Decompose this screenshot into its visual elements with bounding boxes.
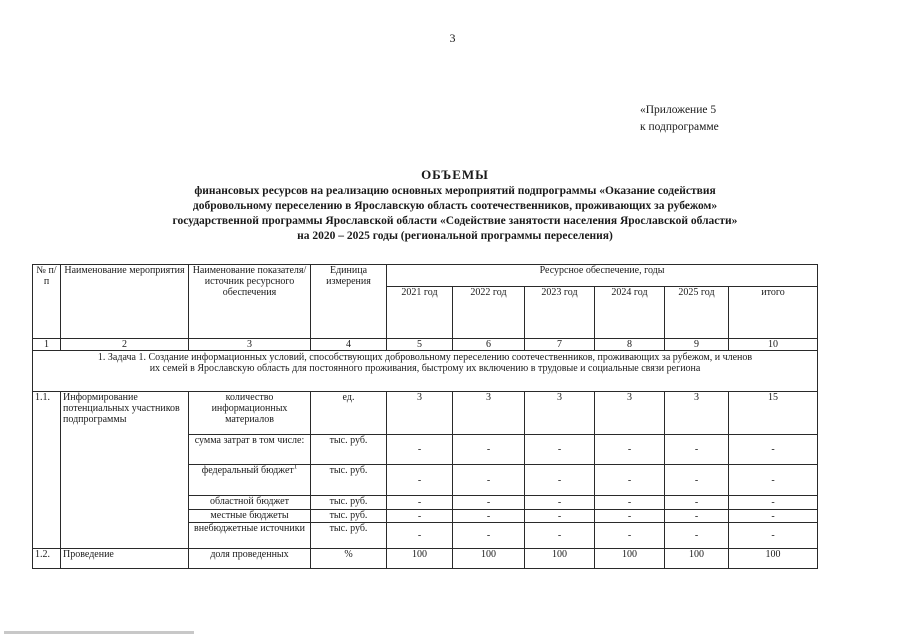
value: - (387, 510, 453, 523)
header-indicator: Наименование показателя/ источник ресурсного обеспечения (189, 265, 311, 339)
title-line-3: государственной программы Ярославской области «Содействие занятости населения Ярославской области» (172, 215, 738, 227)
value: 100 (595, 549, 665, 569)
column-number-row (33, 339, 818, 351)
value: - (595, 510, 665, 523)
value: - (453, 465, 525, 496)
item-name: Информирование потенциальных участников подпрограммы (61, 392, 189, 549)
col-number: 2 (61, 339, 189, 351)
item-num: 1.1. (33, 392, 61, 549)
unit: ед. (311, 392, 387, 435)
value: - (665, 435, 729, 465)
header-unit: Единица измерения (311, 265, 387, 339)
value: - (525, 523, 595, 549)
value: - (453, 510, 525, 523)
resources-table (32, 264, 818, 569)
appendix-line-1: «Приложение 5 (640, 104, 717, 116)
header-year-2024: 2024 год (595, 287, 665, 339)
header-name: Наименование мероприятия (61, 265, 189, 339)
value: - (665, 465, 729, 496)
unit: тыс. руб. (311, 523, 387, 549)
header-year-2021: 2021 год (387, 287, 453, 339)
item-num: 1.2. (33, 549, 61, 569)
scan-artifact (4, 631, 194, 634)
document-title (40, 166, 870, 244)
value: 100 (525, 549, 595, 569)
unit: тыс. руб. (311, 465, 387, 496)
title-line-2: добровольному переселению в Ярославскую область соотечественников, проживающих за рубежом» (192, 200, 718, 212)
value: - (595, 435, 665, 465)
value: 100 (729, 549, 818, 569)
col-number: 6 (453, 339, 525, 351)
value: 100 (453, 549, 525, 569)
col-number: 7 (525, 339, 595, 351)
appendix-note (640, 102, 719, 136)
unit: тыс. руб. (311, 496, 387, 510)
value: - (387, 435, 453, 465)
value: - (665, 510, 729, 523)
value: - (525, 465, 595, 496)
header-resource: Ресурсное обеспечение, годы (387, 265, 818, 287)
table-row (33, 549, 818, 569)
unit: тыс. руб. (311, 435, 387, 465)
value: 3 (595, 392, 665, 435)
col-number: 1 (33, 339, 61, 351)
value: - (729, 465, 818, 496)
table-row (33, 392, 818, 435)
task-row (33, 351, 818, 392)
indicator (189, 465, 311, 496)
value: - (525, 496, 595, 510)
value: - (595, 523, 665, 549)
value: - (525, 510, 595, 523)
value: 3 (525, 392, 595, 435)
header-year-2023: 2023 год (525, 287, 595, 339)
value: 15 (729, 392, 818, 435)
indicator: местные бюджеты (189, 510, 311, 523)
value: - (387, 465, 453, 496)
title-line-4: на 2020 – 2025 годы (региональной программы переселения) (297, 230, 613, 242)
value: - (453, 496, 525, 510)
value: 100 (387, 549, 453, 569)
title-main: ОБЪЕМЫ (421, 167, 489, 182)
value: - (729, 435, 818, 465)
item-name: Проведение (61, 549, 189, 569)
value: - (387, 496, 453, 510)
header-num: № п/п (33, 265, 61, 339)
indicator-text: федеральный бюджет (201, 465, 294, 476)
col-number: 9 (665, 339, 729, 351)
appendix-line-2: к подпрограмме (640, 121, 719, 133)
value: 3 (453, 392, 525, 435)
unit: % (311, 549, 387, 569)
value: - (595, 465, 665, 496)
value: 100 (665, 549, 729, 569)
indicator: количество информационных материалов (189, 392, 311, 435)
value: - (729, 510, 818, 523)
value: - (525, 435, 595, 465)
unit: тыс. руб. (311, 510, 387, 523)
value: 3 (665, 392, 729, 435)
value: - (595, 496, 665, 510)
col-number: 5 (387, 339, 453, 351)
value: 3 (387, 392, 453, 435)
value: - (387, 523, 453, 549)
col-number: 8 (595, 339, 665, 351)
header-total: итого (729, 287, 818, 339)
col-number: 3 (189, 339, 311, 351)
indicator: доля проведенных (189, 549, 311, 569)
scan-edge (0, 627, 905, 640)
value: - (665, 523, 729, 549)
indicator: сумма затрат в том числе: (189, 435, 311, 465)
task-text: 1. Задача 1. Создание информационных условий, способствующих добровольному переселению соотечественников, проживающих за рубежом, и членов их семей в Ярославскую область для постоянного проживания, быстрому их включению в трудовые и социальные связи региона (33, 351, 818, 392)
value: - (453, 435, 525, 465)
col-number: 4 (311, 339, 387, 351)
value: - (729, 496, 818, 510)
value: - (453, 523, 525, 549)
page-number: 3 (449, 31, 456, 45)
indicator: внебюджетные источники (189, 523, 311, 549)
col-number: 10 (729, 339, 818, 351)
header-year-2025: 2025 год (665, 287, 729, 339)
value: - (729, 523, 818, 549)
indicator: областной бюджет (189, 496, 311, 510)
footnote-mark: 1 (293, 464, 298, 471)
value: - (665, 496, 729, 510)
title-line-1: финансовых ресурсов на реализацию основных мероприятий подпрограммы «Оказание содействия (194, 185, 716, 197)
header-year-2022: 2022 год (453, 287, 525, 339)
